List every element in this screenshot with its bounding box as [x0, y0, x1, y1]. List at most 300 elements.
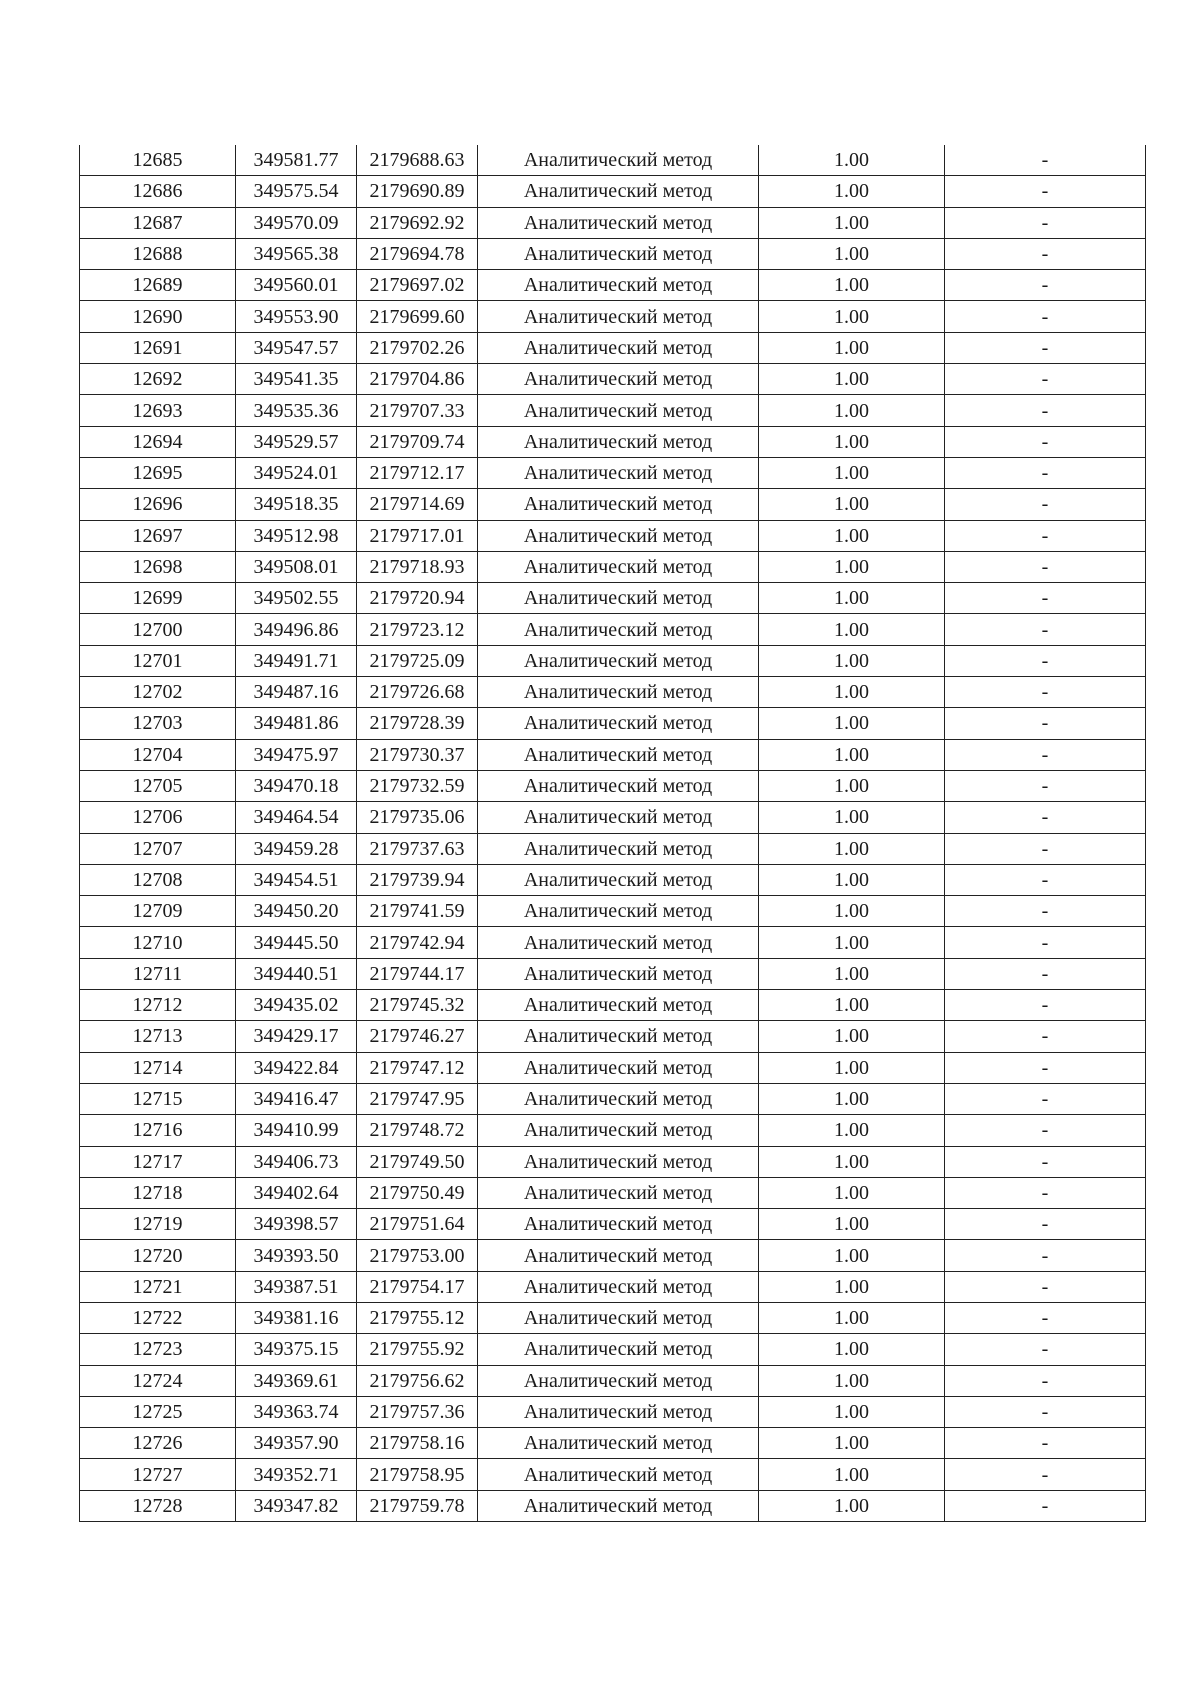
description-cell: - [945, 1146, 1146, 1177]
description-cell: - [945, 833, 1146, 864]
point-number-cell: 12725 [80, 1396, 236, 1427]
coordinates-table [79, 145, 1146, 1522]
x-coordinate-cell: 349393.50 [236, 1240, 357, 1271]
x-coordinate-cell: 349440.51 [236, 958, 357, 989]
y-coordinate-cell: 2179720.94 [357, 583, 478, 614]
method-cell: Аналитический метод [478, 1146, 759, 1177]
point-number-cell: 12690 [80, 301, 236, 332]
point-number-cell: 12686 [80, 176, 236, 207]
point-number-cell: 12688 [80, 238, 236, 269]
point-number-cell: 12716 [80, 1115, 236, 1146]
description-cell: - [945, 896, 1146, 927]
y-coordinate-cell: 2179746.27 [357, 1021, 478, 1052]
method-cell: Аналитический метод [478, 551, 759, 582]
table-row [80, 614, 1146, 645]
y-coordinate-cell: 2179707.33 [357, 395, 478, 426]
y-coordinate-cell: 2179697.02 [357, 270, 478, 301]
point-number-cell: 12705 [80, 770, 236, 801]
description-cell: - [945, 520, 1146, 551]
accuracy-cell: 1.00 [759, 1334, 945, 1365]
table-row [80, 958, 1146, 989]
accuracy-cell: 1.00 [759, 457, 945, 488]
description-cell: - [945, 645, 1146, 676]
y-coordinate-cell: 2179732.59 [357, 770, 478, 801]
point-number-cell: 12708 [80, 864, 236, 895]
x-coordinate-cell: 349410.99 [236, 1115, 357, 1146]
x-coordinate-cell: 349454.51 [236, 864, 357, 895]
x-coordinate-cell: 349429.17 [236, 1021, 357, 1052]
point-number-cell: 12696 [80, 489, 236, 520]
description-cell: - [945, 364, 1146, 395]
x-coordinate-cell: 349487.16 [236, 677, 357, 708]
description-cell: - [945, 927, 1146, 958]
y-coordinate-cell: 2179751.64 [357, 1209, 478, 1240]
point-number-cell: 12687 [80, 207, 236, 238]
accuracy-cell: 1.00 [759, 1271, 945, 1302]
description-cell: - [945, 176, 1146, 207]
x-coordinate-cell: 349581.77 [236, 145, 357, 176]
x-coordinate-cell: 349508.01 [236, 551, 357, 582]
method-cell: Аналитический метод [478, 770, 759, 801]
accuracy-cell: 1.00 [759, 583, 945, 614]
y-coordinate-cell: 2179704.86 [357, 364, 478, 395]
table-row [80, 802, 1146, 833]
point-number-cell: 12727 [80, 1459, 236, 1490]
y-coordinate-cell: 2179749.50 [357, 1146, 478, 1177]
table-row [80, 739, 1146, 770]
point-number-cell: 12710 [80, 927, 236, 958]
y-coordinate-cell: 2179692.92 [357, 207, 478, 238]
description-cell: - [945, 1459, 1146, 1490]
description-cell: - [945, 770, 1146, 801]
accuracy-cell: 1.00 [759, 1083, 945, 1114]
x-coordinate-cell: 349575.54 [236, 176, 357, 207]
x-coordinate-cell: 349491.71 [236, 645, 357, 676]
accuracy-cell: 1.00 [759, 1209, 945, 1240]
accuracy-cell: 1.00 [759, 739, 945, 770]
description-cell: - [945, 990, 1146, 1021]
point-number-cell: 12706 [80, 802, 236, 833]
x-coordinate-cell: 349406.73 [236, 1146, 357, 1177]
method-cell: Аналитический метод [478, 1240, 759, 1271]
method-cell: Аналитический метод [478, 145, 759, 176]
point-number-cell: 12718 [80, 1177, 236, 1208]
point-number-cell: 12726 [80, 1428, 236, 1459]
y-coordinate-cell: 2179723.12 [357, 614, 478, 645]
table-row [80, 583, 1146, 614]
method-cell: Аналитический метод [478, 708, 759, 739]
accuracy-cell: 1.00 [759, 1428, 945, 1459]
point-number-cell: 12703 [80, 708, 236, 739]
accuracy-cell: 1.00 [759, 270, 945, 301]
point-number-cell: 12697 [80, 520, 236, 551]
y-coordinate-cell: 2179737.63 [357, 833, 478, 864]
method-cell: Аналитический метод [478, 1490, 759, 1521]
accuracy-cell: 1.00 [759, 301, 945, 332]
method-cell: Аналитический метод [478, 489, 759, 520]
accuracy-cell: 1.00 [759, 489, 945, 520]
x-coordinate-cell: 349560.01 [236, 270, 357, 301]
table-row [80, 489, 1146, 520]
accuracy-cell: 1.00 [759, 1490, 945, 1521]
accuracy-cell: 1.00 [759, 802, 945, 833]
point-number-cell: 12720 [80, 1240, 236, 1271]
accuracy-cell: 1.00 [759, 1115, 945, 1146]
x-coordinate-cell: 349512.98 [236, 520, 357, 551]
point-number-cell: 12723 [80, 1334, 236, 1365]
y-coordinate-cell: 2179759.78 [357, 1490, 478, 1521]
coordinates-table-body [80, 145, 1146, 1522]
y-coordinate-cell: 2179688.63 [357, 145, 478, 176]
x-coordinate-cell: 349416.47 [236, 1083, 357, 1114]
point-number-cell: 12691 [80, 332, 236, 363]
description-cell: - [945, 551, 1146, 582]
y-coordinate-cell: 2179739.94 [357, 864, 478, 895]
y-coordinate-cell: 2179755.12 [357, 1302, 478, 1333]
accuracy-cell: 1.00 [759, 1396, 945, 1427]
table-row [80, 1052, 1146, 1083]
method-cell: Аналитический метод [478, 1365, 759, 1396]
table-row [80, 364, 1146, 395]
description-cell: - [945, 301, 1146, 332]
x-coordinate-cell: 349357.90 [236, 1428, 357, 1459]
table-row [80, 1365, 1146, 1396]
table-row [80, 301, 1146, 332]
method-cell: Аналитический метод [478, 614, 759, 645]
y-coordinate-cell: 2179744.17 [357, 958, 478, 989]
description-cell: - [945, 802, 1146, 833]
table-row [80, 990, 1146, 1021]
description-cell: - [945, 1177, 1146, 1208]
description-cell: - [945, 395, 1146, 426]
y-coordinate-cell: 2179714.69 [357, 489, 478, 520]
point-number-cell: 12715 [80, 1083, 236, 1114]
accuracy-cell: 1.00 [759, 364, 945, 395]
table-row [80, 395, 1146, 426]
table-row [80, 1083, 1146, 1114]
table-row [80, 896, 1146, 927]
description-cell: - [945, 864, 1146, 895]
table-row [80, 1428, 1146, 1459]
description-cell: - [945, 1396, 1146, 1427]
y-coordinate-cell: 2179709.74 [357, 426, 478, 457]
point-number-cell: 12728 [80, 1490, 236, 1521]
method-cell: Аналитический метод [478, 520, 759, 551]
table-row [80, 1209, 1146, 1240]
y-coordinate-cell: 2179758.95 [357, 1459, 478, 1490]
description-cell: - [945, 489, 1146, 520]
method-cell: Аналитический метод [478, 1334, 759, 1365]
point-number-cell: 12711 [80, 958, 236, 989]
x-coordinate-cell: 349450.20 [236, 896, 357, 927]
table-row [80, 833, 1146, 864]
method-cell: Аналитический метод [478, 1271, 759, 1302]
description-cell: - [945, 1209, 1146, 1240]
method-cell: Аналитический метод [478, 645, 759, 676]
y-coordinate-cell: 2179728.39 [357, 708, 478, 739]
accuracy-cell: 1.00 [759, 1365, 945, 1396]
y-coordinate-cell: 2179755.92 [357, 1334, 478, 1365]
point-number-cell: 12701 [80, 645, 236, 676]
point-number-cell: 12707 [80, 833, 236, 864]
x-coordinate-cell: 349381.16 [236, 1302, 357, 1333]
x-coordinate-cell: 349347.82 [236, 1490, 357, 1521]
y-coordinate-cell: 2179747.12 [357, 1052, 478, 1083]
accuracy-cell: 1.00 [759, 864, 945, 895]
accuracy-cell: 1.00 [759, 238, 945, 269]
method-cell: Аналитический метод [478, 1396, 759, 1427]
x-coordinate-cell: 349547.57 [236, 332, 357, 363]
y-coordinate-cell: 2179754.17 [357, 1271, 478, 1302]
accuracy-cell: 1.00 [759, 1146, 945, 1177]
description-cell: - [945, 207, 1146, 238]
x-coordinate-cell: 349375.15 [236, 1334, 357, 1365]
y-coordinate-cell: 2179694.78 [357, 238, 478, 269]
accuracy-cell: 1.00 [759, 1021, 945, 1052]
y-coordinate-cell: 2179735.06 [357, 802, 478, 833]
method-cell: Аналитический метод [478, 332, 759, 363]
x-coordinate-cell: 349435.02 [236, 990, 357, 1021]
x-coordinate-cell: 349524.01 [236, 457, 357, 488]
x-coordinate-cell: 349535.36 [236, 395, 357, 426]
description-cell: - [945, 739, 1146, 770]
point-number-cell: 12700 [80, 614, 236, 645]
accuracy-cell: 1.00 [759, 1052, 945, 1083]
method-cell: Аналитический метод [478, 1459, 759, 1490]
x-coordinate-cell: 349445.50 [236, 927, 357, 958]
accuracy-cell: 1.00 [759, 833, 945, 864]
x-coordinate-cell: 349470.18 [236, 770, 357, 801]
x-coordinate-cell: 349402.64 [236, 1177, 357, 1208]
description-cell: - [945, 426, 1146, 457]
method-cell: Аналитический метод [478, 927, 759, 958]
y-coordinate-cell: 2179718.93 [357, 551, 478, 582]
point-number-cell: 12702 [80, 677, 236, 708]
accuracy-cell: 1.00 [759, 1459, 945, 1490]
method-cell: Аналитический метод [478, 1177, 759, 1208]
description-cell: - [945, 238, 1146, 269]
description-cell: - [945, 145, 1146, 176]
y-coordinate-cell: 2179702.26 [357, 332, 478, 363]
table-row [80, 1177, 1146, 1208]
description-cell: - [945, 270, 1146, 301]
y-coordinate-cell: 2179717.01 [357, 520, 478, 551]
description-cell: - [945, 1334, 1146, 1365]
accuracy-cell: 1.00 [759, 332, 945, 363]
accuracy-cell: 1.00 [759, 990, 945, 1021]
description-cell: - [945, 1365, 1146, 1396]
accuracy-cell: 1.00 [759, 1302, 945, 1333]
table-row [80, 520, 1146, 551]
description-cell: - [945, 958, 1146, 989]
table-row [80, 551, 1146, 582]
table-row [80, 1459, 1146, 1490]
point-number-cell: 12698 [80, 551, 236, 582]
point-number-cell: 12692 [80, 364, 236, 395]
point-number-cell: 12713 [80, 1021, 236, 1052]
point-number-cell: 12694 [80, 426, 236, 457]
x-coordinate-cell: 349553.90 [236, 301, 357, 332]
x-coordinate-cell: 349502.55 [236, 583, 357, 614]
x-coordinate-cell: 349398.57 [236, 1209, 357, 1240]
y-coordinate-cell: 2179747.95 [357, 1083, 478, 1114]
description-cell: - [945, 1083, 1146, 1114]
method-cell: Аналитический метод [478, 1302, 759, 1333]
table-row [80, 1271, 1146, 1302]
x-coordinate-cell: 349475.97 [236, 739, 357, 770]
point-number-cell: 12685 [80, 145, 236, 176]
y-coordinate-cell: 2179753.00 [357, 1240, 478, 1271]
method-cell: Аналитический метод [478, 1115, 759, 1146]
table-row [80, 677, 1146, 708]
table-row [80, 332, 1146, 363]
y-coordinate-cell: 2179741.59 [357, 896, 478, 927]
accuracy-cell: 1.00 [759, 520, 945, 551]
method-cell: Аналитический метод [478, 270, 759, 301]
accuracy-cell: 1.00 [759, 708, 945, 739]
method-cell: Аналитический метод [478, 301, 759, 332]
y-coordinate-cell: 2179690.89 [357, 176, 478, 207]
method-cell: Аналитический метод [478, 1428, 759, 1459]
description-cell: - [945, 1115, 1146, 1146]
method-cell: Аналитический метод [478, 1209, 759, 1240]
table-row [80, 457, 1146, 488]
table-row [80, 1334, 1146, 1365]
point-number-cell: 12699 [80, 583, 236, 614]
x-coordinate-cell: 349387.51 [236, 1271, 357, 1302]
table-row [80, 770, 1146, 801]
point-number-cell: 12695 [80, 457, 236, 488]
x-coordinate-cell: 349565.38 [236, 238, 357, 269]
y-coordinate-cell: 2179750.49 [357, 1177, 478, 1208]
x-coordinate-cell: 349518.35 [236, 489, 357, 520]
method-cell: Аналитический метод [478, 990, 759, 1021]
description-cell: - [945, 1302, 1146, 1333]
description-cell: - [945, 1428, 1146, 1459]
description-cell: - [945, 677, 1146, 708]
method-cell: Аналитический метод [478, 802, 759, 833]
table-row [80, 864, 1146, 895]
method-cell: Аналитический метод [478, 896, 759, 927]
accuracy-cell: 1.00 [759, 677, 945, 708]
method-cell: Аналитический метод [478, 1021, 759, 1052]
x-coordinate-cell: 349363.74 [236, 1396, 357, 1427]
accuracy-cell: 1.00 [759, 207, 945, 238]
y-coordinate-cell: 2179725.09 [357, 645, 478, 676]
y-coordinate-cell: 2179757.36 [357, 1396, 478, 1427]
table-row [80, 238, 1146, 269]
description-cell: - [945, 1052, 1146, 1083]
point-number-cell: 12689 [80, 270, 236, 301]
table-row [80, 1115, 1146, 1146]
description-cell: - [945, 708, 1146, 739]
table-row [80, 1396, 1146, 1427]
method-cell: Аналитический метод [478, 1052, 759, 1083]
accuracy-cell: 1.00 [759, 176, 945, 207]
method-cell: Аналитический метод [478, 176, 759, 207]
y-coordinate-cell: 2179742.94 [357, 927, 478, 958]
method-cell: Аналитический метод [478, 958, 759, 989]
method-cell: Аналитический метод [478, 833, 759, 864]
y-coordinate-cell: 2179745.32 [357, 990, 478, 1021]
table-row [80, 645, 1146, 676]
accuracy-cell: 1.00 [759, 145, 945, 176]
method-cell: Аналитический метод [478, 364, 759, 395]
y-coordinate-cell: 2179730.37 [357, 739, 478, 770]
table-row [80, 1021, 1146, 1052]
table-row [80, 927, 1146, 958]
point-number-cell: 12709 [80, 896, 236, 927]
y-coordinate-cell: 2179712.17 [357, 457, 478, 488]
point-number-cell: 12721 [80, 1271, 236, 1302]
method-cell: Аналитический метод [478, 457, 759, 488]
point-number-cell: 12714 [80, 1052, 236, 1083]
y-coordinate-cell: 2179726.68 [357, 677, 478, 708]
method-cell: Аналитический метод [478, 739, 759, 770]
accuracy-cell: 1.00 [759, 1177, 945, 1208]
point-number-cell: 12722 [80, 1302, 236, 1333]
y-coordinate-cell: 2179699.60 [357, 301, 478, 332]
method-cell: Аналитический метод [478, 238, 759, 269]
y-coordinate-cell: 2179756.62 [357, 1365, 478, 1396]
point-number-cell: 12704 [80, 739, 236, 770]
x-coordinate-cell: 349529.57 [236, 426, 357, 457]
method-cell: Аналитический метод [478, 677, 759, 708]
method-cell: Аналитический метод [478, 864, 759, 895]
accuracy-cell: 1.00 [759, 645, 945, 676]
x-coordinate-cell: 349481.86 [236, 708, 357, 739]
accuracy-cell: 1.00 [759, 551, 945, 582]
method-cell: Аналитический метод [478, 207, 759, 238]
accuracy-cell: 1.00 [759, 395, 945, 426]
description-cell: - [945, 1021, 1146, 1052]
description-cell: - [945, 457, 1146, 488]
accuracy-cell: 1.00 [759, 770, 945, 801]
table-row [80, 1146, 1146, 1177]
x-coordinate-cell: 349352.71 [236, 1459, 357, 1490]
method-cell: Аналитический метод [478, 395, 759, 426]
description-cell: - [945, 614, 1146, 645]
y-coordinate-cell: 2179758.16 [357, 1428, 478, 1459]
point-number-cell: 12719 [80, 1209, 236, 1240]
x-coordinate-cell: 349464.54 [236, 802, 357, 833]
x-coordinate-cell: 349459.28 [236, 833, 357, 864]
accuracy-cell: 1.00 [759, 614, 945, 645]
table-row [80, 1302, 1146, 1333]
description-cell: - [945, 1271, 1146, 1302]
description-cell: - [945, 332, 1146, 363]
point-number-cell: 12717 [80, 1146, 236, 1177]
table-row [80, 426, 1146, 457]
point-number-cell: 12712 [80, 990, 236, 1021]
table-row [80, 145, 1146, 176]
accuracy-cell: 1.00 [759, 896, 945, 927]
description-cell: - [945, 1240, 1146, 1271]
method-cell: Аналитический метод [478, 426, 759, 457]
accuracy-cell: 1.00 [759, 426, 945, 457]
method-cell: Аналитический метод [478, 1083, 759, 1114]
table-row [80, 270, 1146, 301]
table-row [80, 176, 1146, 207]
point-number-cell: 12693 [80, 395, 236, 426]
y-coordinate-cell: 2179748.72 [357, 1115, 478, 1146]
x-coordinate-cell: 349570.09 [236, 207, 357, 238]
accuracy-cell: 1.00 [759, 958, 945, 989]
table-row [80, 708, 1146, 739]
table-row [80, 1490, 1146, 1521]
x-coordinate-cell: 349496.86 [236, 614, 357, 645]
table-row [80, 1240, 1146, 1271]
